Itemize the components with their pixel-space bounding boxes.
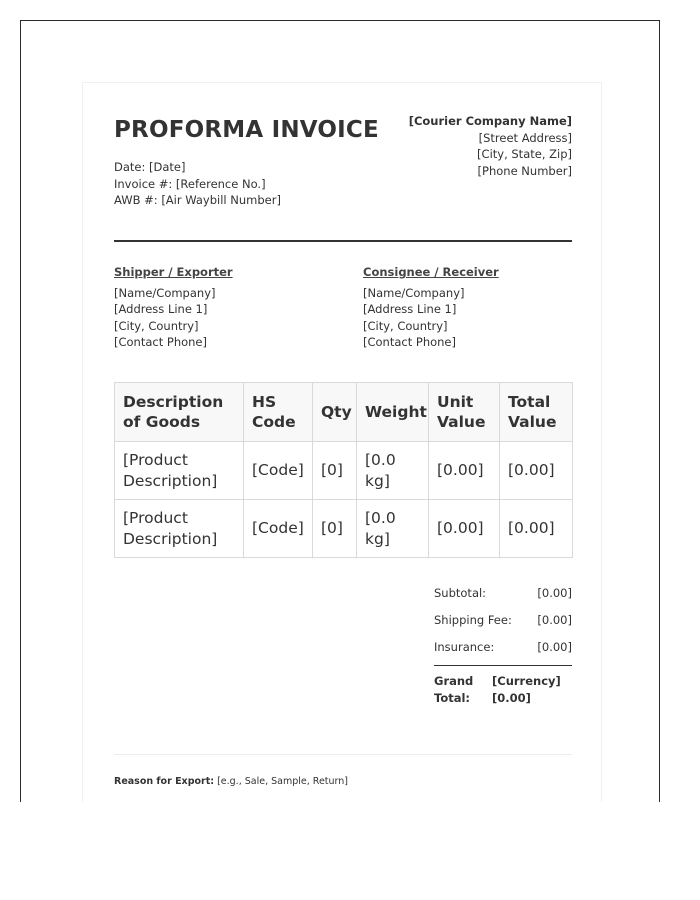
courier-name: [Courier Company Name] [408, 114, 572, 128]
cell-qty: [0] [313, 500, 357, 558]
insurance-value: [0.00] [537, 640, 572, 654]
grand-total-label: Grand Total: [434, 674, 474, 705]
shipper-line: [City, Country] [114, 318, 199, 333]
shipper-line: [Name/Company] [114, 285, 216, 300]
courier-city: [City, State, Zip] [477, 147, 572, 161]
shipping-fee-row [434, 607, 572, 634]
subtotal-label: Subtotal: [434, 586, 487, 600]
table-header-row [115, 383, 573, 442]
column-header-unit-value: Unit Value [429, 383, 500, 442]
cell-hs-code: [Code] [244, 442, 313, 500]
cell-weight: [0.0 kg] [357, 500, 429, 558]
invoice-date: Date: [Date] [114, 160, 186, 174]
courier-info [409, 113, 572, 179]
cell-total-value: [0.00] [500, 442, 573, 500]
cell-total-value: [0.00] [500, 500, 573, 558]
insurance-label: Insurance: [434, 640, 495, 654]
invoice-title: PROFORMA INVOICE [114, 117, 379, 143]
column-header-hs-code: HS Code [244, 383, 313, 442]
consignee-line: [Contact Phone] [363, 335, 456, 349]
shipping-fee-value: [0.00] [537, 613, 572, 627]
column-header-total-value: Total Value [500, 383, 573, 442]
cell-weight: [0.0 kg] [357, 442, 429, 500]
courier-phone: [Phone Number] [477, 163, 572, 178]
reason-label: Reason for Export: [114, 776, 215, 787]
shipper-block [114, 264, 233, 351]
cell-unit-value: [0.00] [429, 442, 500, 500]
document-page [20, 20, 660, 802]
shipping-fee-label: Shipping Fee: [434, 613, 512, 627]
cell-description: [Product Description] [115, 442, 244, 500]
consignee-block [363, 264, 499, 351]
column-header-qty: Qty [313, 383, 357, 442]
subtotal-row [434, 580, 572, 607]
column-header-description: Description of Goods [115, 383, 244, 442]
shipper-heading: Shipper / Exporter [114, 265, 233, 279]
subtotal-value: [0.00] [537, 586, 572, 600]
grand-total-row [434, 665, 572, 710]
column-header-weight: Weight [357, 383, 429, 442]
cell-hs-code: [Code] [244, 500, 313, 558]
cell-qty: [0] [313, 442, 357, 500]
table-row [115, 442, 573, 500]
courier-street: [Street Address] [478, 130, 572, 145]
consignee-heading: Consignee / Receiver [363, 265, 499, 279]
goods-table [114, 382, 573, 558]
table-row [115, 500, 573, 558]
invoice-card [82, 82, 602, 802]
shipper-line: [Contact Phone] [114, 335, 207, 349]
reason-value: [e.g., Sale, Sample, Return] [217, 776, 349, 787]
consignee-line: [Name/Company] [363, 285, 465, 300]
insurance-row [434, 634, 572, 661]
cell-unit-value: [0.00] [429, 500, 500, 558]
totals-block [434, 580, 572, 710]
consignee-line: [Address Line 1] [363, 302, 457, 316]
awb-number: AWB #: [Air Waybill Number] [114, 193, 281, 207]
cell-description: [Product Description] [115, 500, 244, 558]
footer-divider [114, 754, 572, 755]
header-divider [114, 240, 572, 242]
shipper-line: [Address Line 1] [114, 302, 208, 316]
invoice-meta [114, 159, 281, 209]
consignee-line: [City, Country] [363, 318, 448, 333]
reason-for-export [114, 776, 348, 787]
grand-total-value: [Currency] [0.00] [492, 674, 561, 705]
invoice-number: Invoice #: [Reference No.] [114, 176, 266, 191]
